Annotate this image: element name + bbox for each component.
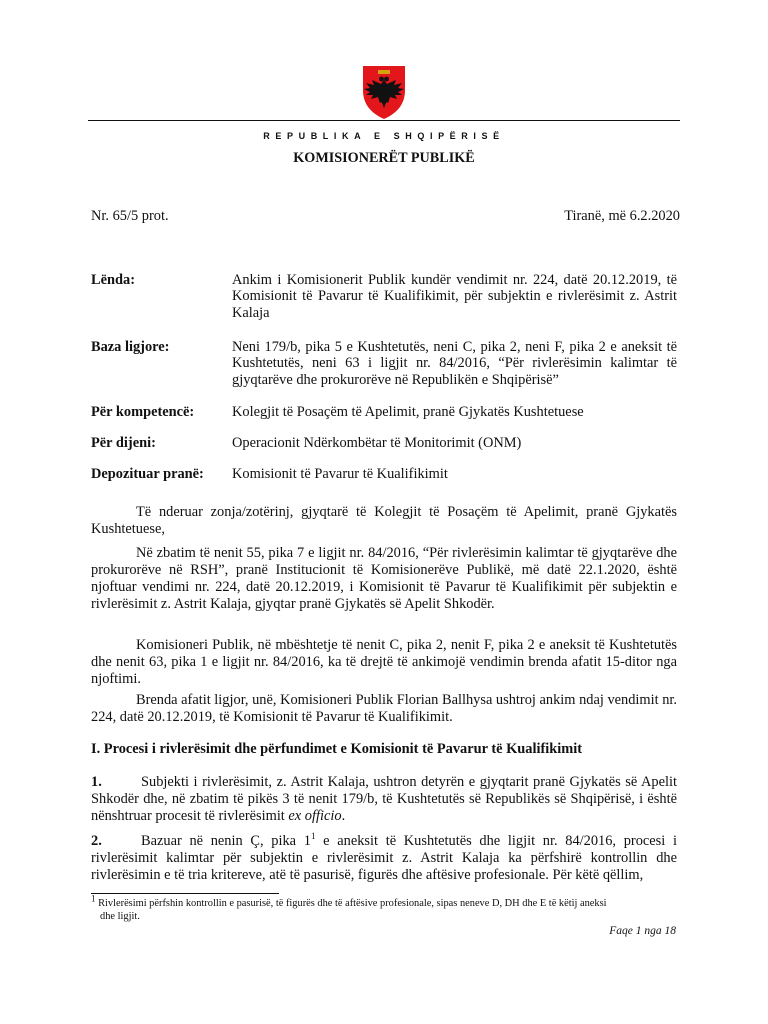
body-paragraph-3: Brenda afatit ligjor, unë, Komisioneri Publik Florian Ballhysa ushtroj ankim ndaj vendimit nr. 224, datë 20.12.2019, të Komisionit të Pavarur të Kualifikimit. bbox=[91, 692, 677, 725]
item-number: 1. bbox=[91, 774, 102, 790]
section-heading: I. Procesi i rivlerësimit dhe përfundimet e Komisionit të Pavarur të Kualifikimit bbox=[91, 741, 583, 757]
meta-label-notice: Për dijeni: bbox=[91, 435, 156, 451]
place-date: Tiranë, më 6.2.2020 bbox=[564, 208, 680, 224]
page-number: Faqe 1 nga 18 bbox=[609, 925, 676, 937]
item-text: Subjekti i rivlerësimit, z. Astrit Kalaja, ushtron detyrën e gjyqtarit pranë Gjykatës së Apelit Shkodër dhe, në zbatim të pikës 3 të nenit 179/b, të Kushtetutës së Republikës së Shqipërisë, i është nënshtruar procesit të rivlerësimit bbox=[91, 774, 677, 824]
meta-value-competence: Kolegjit të Posaçëm të Apelimit, pranë Gjykatës Kushtetuese bbox=[232, 404, 584, 420]
body-paragraph-1: Në zbatim të nenit 55, pika 7 e ligjit nr. 84/2016, “Për rivlerësimin kalimtar të gjyqtarëve dhe prokurorëve në RSH”, pranë Institucionit të Komisionerëve Publikë, më datë 22.1.2020, është njoftuar vendimi nr. 224, datë 20.12.2019, i Komisionit të Pavarur të Kualifikimit për subjektin e rivlerësimit z. Astrit Kalaja, gjyqtar pranë Gjykatës së Apelit Shkodër. bbox=[91, 545, 677, 612]
meta-label-filed-with: Depozituar pranë: bbox=[91, 466, 204, 482]
country-name: REPUBLIKA E SHQIPËRISË bbox=[263, 131, 505, 141]
item-number: 2. bbox=[91, 833, 102, 849]
albanian-coat-of-arms-icon bbox=[357, 64, 411, 120]
header-divider bbox=[88, 120, 680, 121]
meta-value-filed-with: Komisionit të Pavarur të Kualifikimit bbox=[232, 466, 448, 482]
footnote-text: Rivlerësimi përfshin kontrollin e pasurisë, të figurës dhe të aftësive profesionale, sipas neneve D, DH dhe E të këtij aneksi bbox=[95, 898, 607, 909]
meta-value-legal-basis: Neni 179/b, pika 5 e Kushtetutës, neni C, pika 2, neni F, pika 2 e aneksit të Kushtetutës, neni 63 i ligjit nr. 84/2016, “Për rivlerësimin kalimtar të gjyqtarëve dhe prokurorëve në Republikën e Shqipërisë” bbox=[232, 339, 677, 388]
meta-value-subject: Ankim i Komisionerit Publik kundër vendimit nr. 224, datë 20.12.2019, të Komisionit të Pavarur të Kualifikimit, për subjektin e rivlerësimit z. Astrit Kalaja bbox=[232, 272, 677, 321]
item-text-continued: e aneksit të Kushtetutës dhe ligjit nr. 84/2016, procesi i rivlerësimit kalimtar për subjektin e rivlerësimit z. Astrit Kalaja ka përfshirë kontrollin dhe rivlerësimin e të tria kritereve, atë të pasurisë, figurës dhe aftësive profesionale. Për këtë qëllim, bbox=[91, 833, 677, 883]
footnote-text-continued: dhe ligjit. bbox=[100, 910, 140, 922]
footnote bbox=[91, 893, 677, 923]
body-paragraph-2: Komisioneri Publik, në mbështetje të nenit C, pika 2, nenit F, pika 2 e aneksit të Kushtetutës dhe nenit 63, pika 1 e ligjit nr. 84/2016, ka të drejtë të ankimojë vendimin brenda afatit 15-ditor nga njoftimi. bbox=[91, 637, 677, 687]
item-italic-text: ex officio bbox=[288, 808, 342, 824]
footnote-reference[interactable]: 1 bbox=[310, 831, 316, 842]
footnote-divider bbox=[91, 893, 279, 894]
meta-value-notice: Operacionit Ndërkombëtar të Monitorimit (ONM) bbox=[232, 435, 522, 451]
footnote-marker: 1 bbox=[91, 893, 96, 904]
numbered-item-1 bbox=[91, 774, 677, 825]
meta-label-legal-basis: Baza ligjore: bbox=[91, 339, 170, 355]
protocol-number: Nr. 65/5 prot. bbox=[91, 208, 169, 224]
meta-label-competence: Për kompetencë: bbox=[91, 404, 195, 420]
meta-label-subject: Lënda: bbox=[91, 272, 135, 288]
numbered-item-2 bbox=[91, 833, 677, 884]
item-text: Bazuar në nenin Ç, pika 1 bbox=[141, 833, 311, 849]
item-text-end: . bbox=[341, 808, 346, 824]
greeting-paragraph: Të nderuar zonja/zotërinj, gjyqtarë të Kolegjit të Posaçëm të Apelimit, pranë Gjykatës Kushtetuese, bbox=[91, 504, 677, 537]
organization-name: KOMISIONERËT PUBLIKË bbox=[293, 150, 475, 166]
